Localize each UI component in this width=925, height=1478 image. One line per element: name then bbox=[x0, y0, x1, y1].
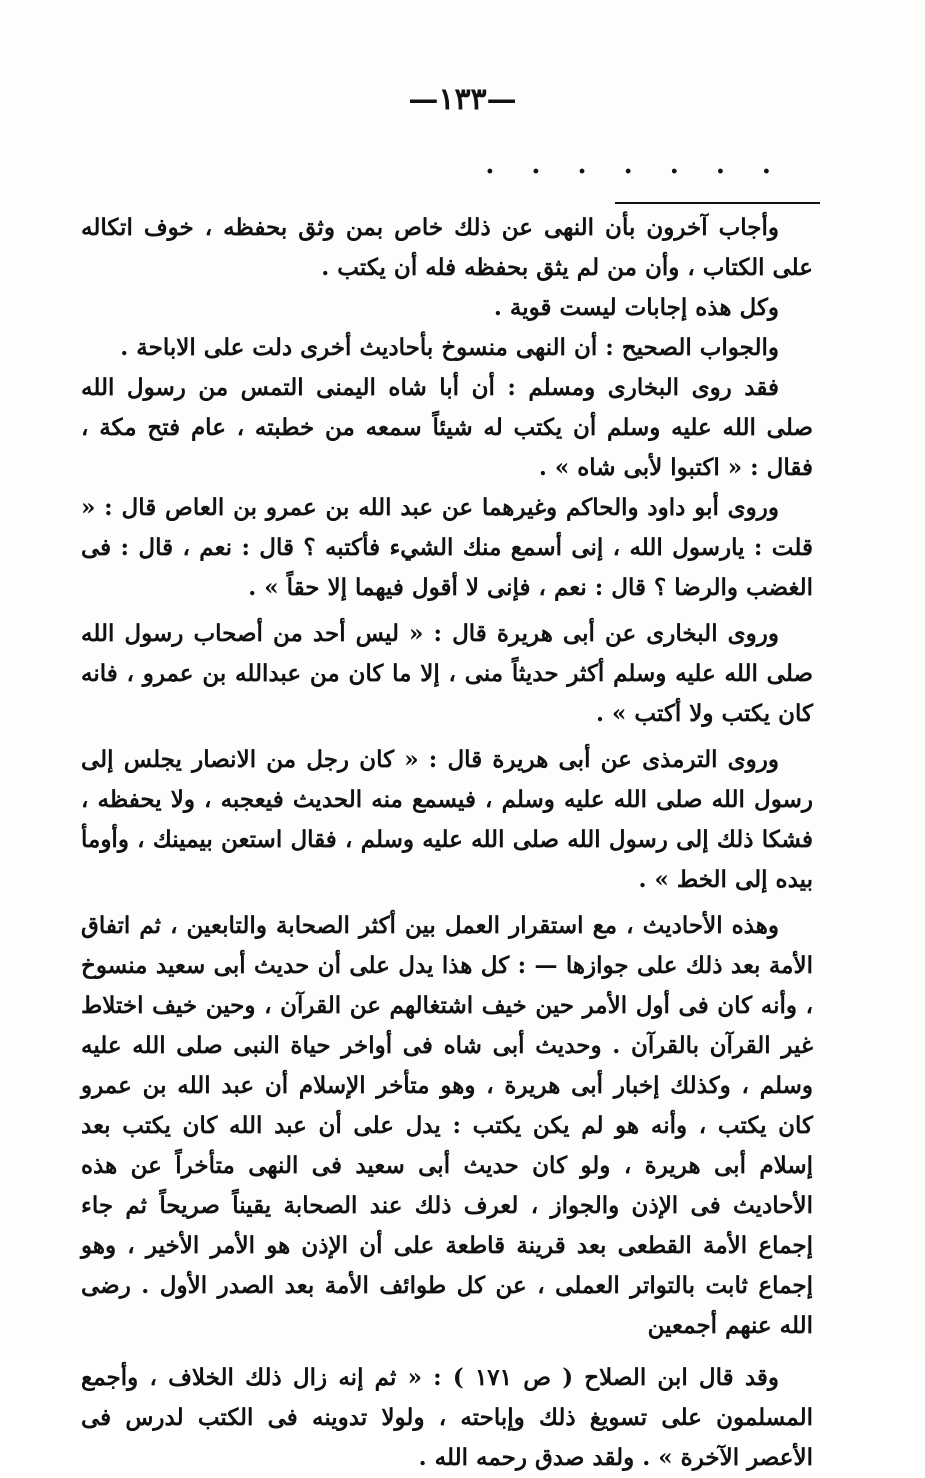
paragraph: وروى أبو داود والحاكم وغيرهما عن عبد الله بن عمرو بن العاص قال : « قلت : يارسول الله ، إنى أسمع منك الشيء فأكتبه ؟ قال : نعم ، قال : فى الغضب والرضا ؟ قال : نعم ، فإنى لا أقول فيهما إلا حقاً » . bbox=[81, 494, 813, 601]
paragraph: وروى الترمذى عن أبى هريرة قال : « كان رجل من الانصار يجلس إلى رسول الله صلى الله عليه وسلم ، فيسمع منه الحديث فيعجبه ، ولا يحفظه ، فشكا ذلك إلى رسول الله صلى الله عليه وسلم ، فقال استعن بيمينك ، وأومأ بيده إلى الخط » . bbox=[81, 746, 813, 893]
paragraph: وقد قال ابن الصلاح ( ص ١٧١ ) : « ثم إنه زال ذلك الخلاف ، وأجمع المسلمون على تسويغ ذلك وإباحته ، ولولا تدوينه فى الكتب لدرس فى الأعصر الآخرة » . ولقد صدق رحمه الله . bbox=[81, 1364, 813, 1471]
continuation-dots: . . . . . . . bbox=[485, 150, 785, 180]
paragraph: وكل هذه إجابات ليست قوية . bbox=[493, 294, 779, 321]
paragraph: وأجاب آخرون بأن النهى عن ذلك خاص بمن وثق بحفظه ، خوف اتكاله على الكتاب ، وأن من لم يثق بحفظه فله أن يكتب . bbox=[81, 214, 813, 281]
page-number: —١٣٣— bbox=[408, 82, 517, 117]
paragraph: وهذه الأحاديث ، مع استقرار العمل بين أكثر الصحابة والتابعين ، ثم اتفاق الأمة بعد ذلك على جوازها — : كل هذا يدل على أن حديث أبى سعيد منسوخ ، وأنه كان فى أول الأمر حين خيف اشتغالهم عن القرآن ، وحين خيف اختلاط غير القرآن بالقرآن . وحديث أبى شاه فى أواخر حياة النبى صلى الله عليه وسلم ، وكذلك إخبار أبى هريرة ، وهو متأخر الإسلام أن عبد الله بن عمرو كان يكتب ، وأنه هو لم يكن يكتب : يدل على أن عبد الله كان يكتب بعد إسلام أبى هريرة ، ولو كان حديث أبى سعيد فى النهى متأخراً عن هذه الأحاديث فى الإذن والجواز ، لعرف ذلك عند الصحابة يقيناً صريحاً ثم جاء إجماع الأمة القطعى بعد قرينة قاطعة على أن الإذن هو الأمر الأخير ، وهو إجماع ثابت بالتواتر العملى ، عن كل طوائف الأمة بعد الصدر الأول . رضى الله عنهم أجمعين bbox=[81, 912, 813, 1339]
body-text bbox=[81, 208, 813, 1478]
paragraph: وروى البخارى عن أبى هريرة قال : « ليس أحد من أصحاب رسول الله صلى الله عليه وسلم أكثر حديثاً منى ، إلا ما كان من عبدالله بن عمرو ، فانه كان يكتب ولا أكتب » . bbox=[81, 620, 813, 727]
paragraph: والجواب الصحيح : أن النهى منسوخ بأحاديث أخرى دلت على الاباحة . bbox=[120, 334, 779, 361]
footnote-divider bbox=[615, 202, 820, 204]
paragraph: فقد روى البخارى ومسلم : أن أبا شاه اليمنى التمس من رسول الله صلى الله عليه وسلم أن يكتب له شيئاً سمعه من خطبته ، عام فتح مكة ، فقال : « اكتبوا لأبى شاه » . bbox=[81, 374, 813, 481]
